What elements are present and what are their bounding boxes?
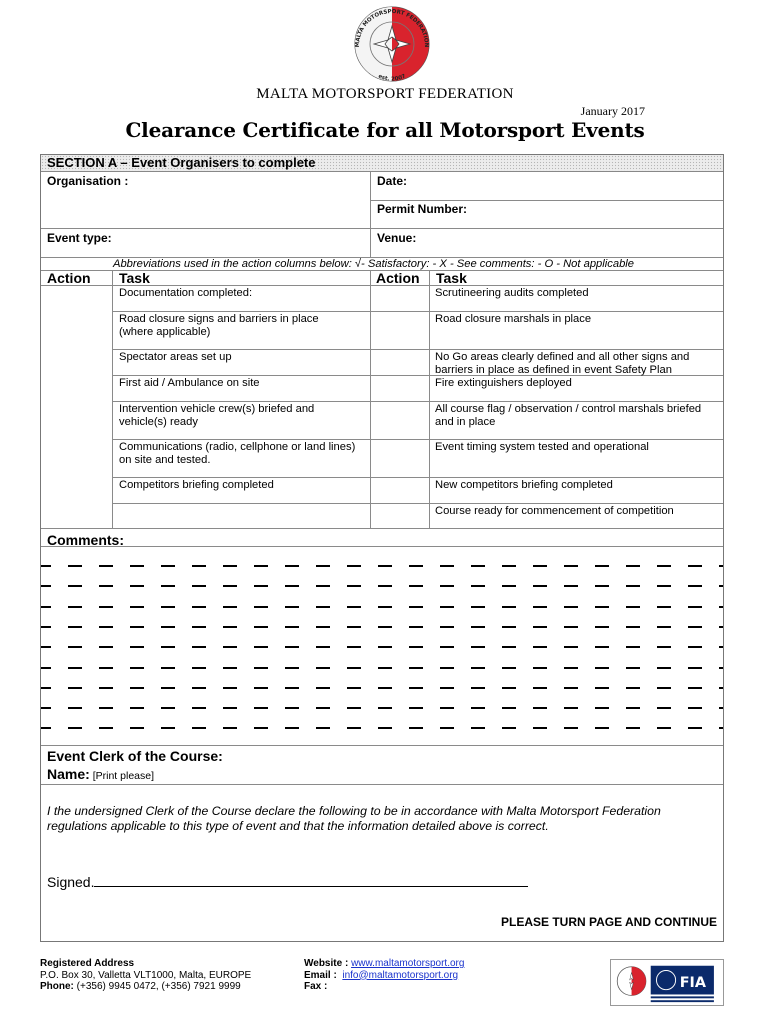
document-title: Clearance Certificate for all Motorsport Events bbox=[125, 118, 645, 142]
task-column-header-right: Task bbox=[436, 270, 467, 286]
task-right: Road closure marshals in place bbox=[435, 313, 592, 325]
address-heading: Registered Address bbox=[40, 958, 135, 969]
venue-field[interactable]: Venue: bbox=[377, 231, 417, 245]
name-label: Name: bbox=[47, 766, 90, 782]
website-link[interactable]: www.maltamotorsport.org bbox=[351, 958, 465, 969]
task-right: Course ready for commencement of competition bbox=[435, 505, 674, 517]
email-link[interactable]: info@maltamotorsport.org bbox=[342, 969, 459, 981]
task-left: Communications (radio, cellphone or land lines) on site and tested. bbox=[119, 441, 356, 466]
signature-field[interactable] bbox=[47, 873, 528, 890]
clerk-declaration: I the undersigned Clerk of the Course declare the following to be in accordance with Malta Motorsport Federation regulations applicable to this type of event and that the information detailed above is correct. bbox=[47, 804, 661, 833]
name-hint: [Print please] bbox=[92, 770, 155, 782]
comment-line bbox=[41, 565, 723, 567]
website-label: Website : bbox=[304, 958, 349, 969]
task-left: Documentation completed: bbox=[119, 287, 253, 299]
permit-number-field[interactable]: Permit Number: bbox=[377, 202, 468, 216]
signature-line[interactable] bbox=[94, 873, 528, 887]
action-cells-right[interactable] bbox=[371, 286, 429, 528]
section-a-title: SECTION A – Event Organisers to complete bbox=[47, 155, 316, 170]
section-a-header bbox=[41, 155, 723, 172]
address-line: P.O. Box 30, Valletta VLT1000, Malta, EUROPE bbox=[40, 969, 252, 981]
logo-text-bottom: est. 2007 bbox=[377, 73, 407, 83]
abbreviations-legend: Abbreviations used in the action columns below: √- Satisfactory: - X - See comments: - O - Not applicable bbox=[113, 258, 634, 270]
action-cells-left[interactable] bbox=[41, 286, 112, 528]
document-date: January 2017 bbox=[580, 104, 645, 118]
phone-label: Phone: bbox=[40, 981, 74, 992]
task-left: Competitors briefing completed bbox=[119, 479, 274, 491]
email-label: Email : bbox=[304, 969, 337, 981]
clearance-form bbox=[40, 154, 724, 942]
action-column-header-right: Action bbox=[376, 270, 420, 286]
comment-line bbox=[41, 727, 723, 729]
federation-name: MALTA MOTORSPORT FEDERATION bbox=[256, 86, 514, 102]
footer-address bbox=[40, 958, 251, 993]
comment-line bbox=[41, 707, 723, 709]
turn-page-notice: PLEASE TURN PAGE AND CONTINUE bbox=[500, 915, 717, 929]
fia-text: FIA bbox=[679, 974, 706, 991]
comment-line bbox=[41, 667, 723, 669]
clerk-name-field[interactable] bbox=[47, 766, 154, 782]
organisation-field[interactable]: Organisation : bbox=[47, 174, 129, 188]
phone-value: (+356) 9945 0472, (+356) 7921 9999 bbox=[76, 981, 241, 992]
comment-line bbox=[41, 626, 723, 628]
comments-heading: Comments: bbox=[47, 532, 125, 548]
task-right: Event timing system tested and operational bbox=[435, 441, 649, 453]
fia-logo bbox=[610, 959, 724, 1006]
task-right: New competitors briefing completed bbox=[435, 479, 613, 491]
mmf-logo bbox=[347, 4, 437, 84]
task-left: Spectator areas set up bbox=[119, 351, 232, 363]
logo-text-top: MALTA MOTORSPORT FEDERATION bbox=[354, 8, 430, 48]
event-type-field[interactable]: Event type: bbox=[47, 231, 112, 245]
comment-line bbox=[41, 687, 723, 689]
task-left: First aid / Ambulance on site bbox=[119, 377, 260, 389]
comments-area[interactable] bbox=[41, 547, 723, 745]
footer-contact bbox=[304, 958, 464, 993]
fax-label: Fax : bbox=[304, 981, 328, 992]
date-field[interactable]: Date: bbox=[377, 174, 408, 188]
task-right: Scrutineering audits completed bbox=[435, 287, 589, 299]
clerk-heading: Event Clerk of the Course: bbox=[47, 748, 223, 764]
task-column-header-left: Task bbox=[119, 270, 150, 286]
task-right: Fire extinguishers deployed bbox=[435, 377, 572, 389]
comment-line bbox=[41, 646, 723, 648]
task-left: Road closure signs and barriers in place (where applicable) bbox=[119, 313, 319, 338]
signed-label: Signed. bbox=[47, 874, 95, 890]
task-right: All course flag / observation / control marshals briefed and in place bbox=[435, 403, 702, 428]
task-right: No Go areas clearly defined and all other signs and barriers in place as defined in event Safety Plan bbox=[435, 351, 690, 376]
action-column-header-left: Action bbox=[47, 270, 91, 286]
task-left: Intervention vehicle crew(s) briefed and vehicle(s) ready bbox=[119, 403, 315, 428]
comment-line bbox=[41, 606, 723, 608]
comment-line bbox=[41, 585, 723, 587]
